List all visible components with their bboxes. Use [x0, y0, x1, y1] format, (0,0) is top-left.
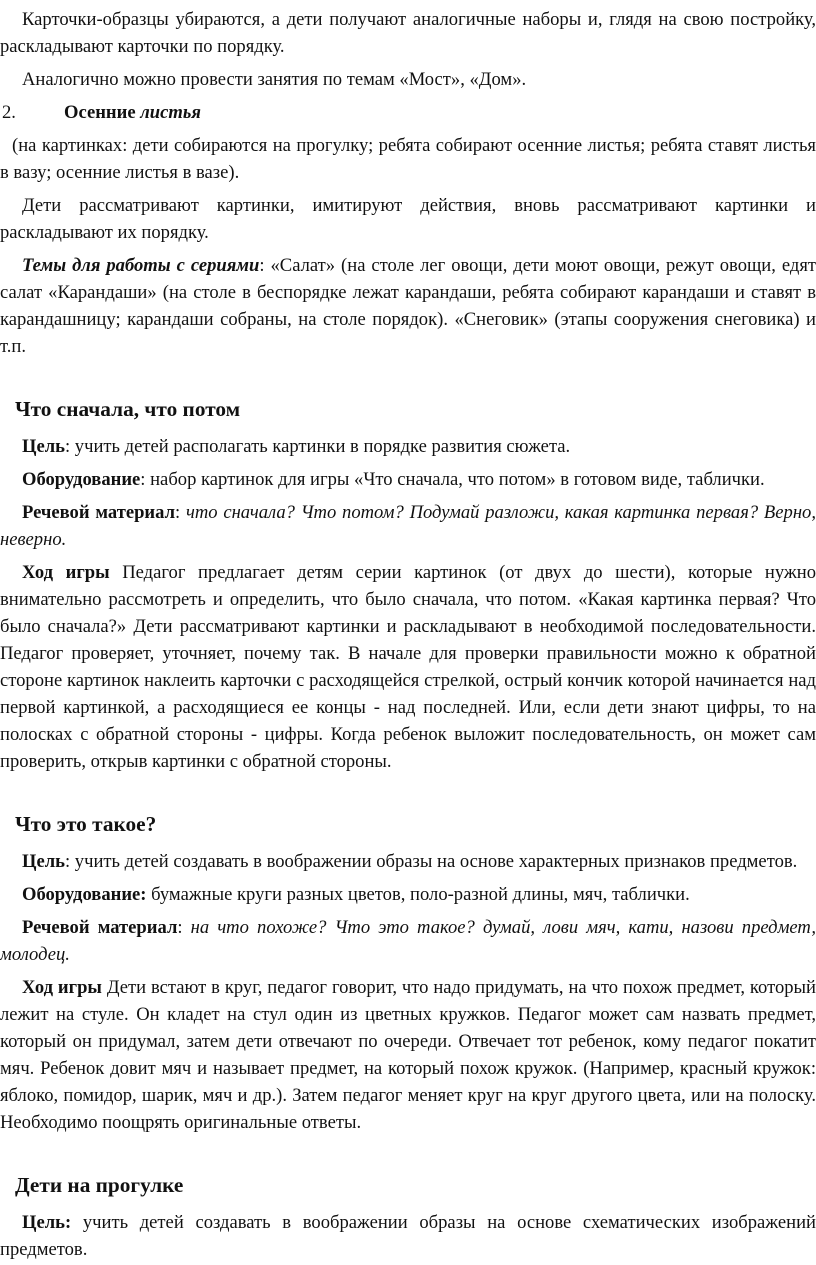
speech-text: что сначала? Что потом? Подумай разложи, какая картинка первая? Верно, неверно. — [0, 502, 816, 550]
speech-separator: : — [175, 502, 186, 523]
course-text: Педагог предлагает детям серии картинок (от двух до шести), которые нужно внимательно рассмотреть и определить, что было сначала, что потом. «Какая картинка первая? Что было сначала?» Дети рассматривают картинки и раскладывают в необходимой последовательности. Педагог проверяет, уточняет, почему так. В начале для проверки правильности можно к обратной стороне картинок наклеить карточки с расходящейся стрелкой, острый кончик которой начинается над первой картинкой, а расходящиеся ее концы - над последней. Или, если дети знают цифры, то на полосках с обратной стороны - цифры. Когда ребенок выложит последовательность, он может сам проверить, открыв картинки с обратной стороны. — [0, 562, 816, 772]
paragraph-similar-topics: Аналогично можно провести занятия по темам «Мост», «Дом». — [22, 69, 527, 90]
paragraph-cards-removed: Карточки-образцы убираются, а дети получают аналогичные наборы и, глядя на свою постройку, раскладывают карточки по порядку. — [0, 9, 816, 57]
game2-equipment — [0, 881, 816, 908]
goal-text: учить детей создавать в воображении образы на основе схематических изображений предметов. — [0, 1212, 816, 1260]
paragraph-children-look: Дети рассматривают картинки, имитируют действия, вновь рассматривают картинки и раскладывают их порядку. — [0, 195, 816, 243]
speech-separator: : — [177, 917, 191, 938]
goal-label: Цель: — [22, 1212, 72, 1233]
equipment-text: бумажные круги разных цветов, поло-разной длины, мяч, таблички. — [146, 884, 690, 905]
game3-goal — [0, 1209, 816, 1263]
speech-text: на что похоже? Что это такое? думай, лови мяч, кати, назови предмет, молодец. — [0, 917, 816, 965]
list-item-title-bold: Осенние — [64, 102, 141, 123]
course-text: Дети встают в круг, педагог говорит, что надо придумать, на что похож предмет, который лежит на стуле. Он кладет на стул один из цветных кружков. Педагог может сам назвать предмет, который он придумал, затем дети отвечают по очереди. Отвечает тот ребенок, кому педагог покатит мяч. Ребенок довит мяч и называет предмет, на который похож кружок. (Например, красный кружок: яблоко, помидор, шарик, мяч и др.). Затем педагог меняет круг на круг другого цвета, или на полоску. Необходимо поощрять оригинальные ответы. — [0, 977, 816, 1133]
game1-equipment — [0, 466, 816, 493]
list-number: 2. — [2, 102, 16, 123]
goal-text: : учить детей располагать картинки в порядке развития сюжета. — [64, 436, 571, 457]
series-topics-text: : «Салат» (на столе лег овощи, дети моют овощи, режут овощи, едят салат «Карандаши» (на столе в беспорядке лежат карандаши, ребята собирают карандаши и ставят в карандашницу; карандаши собраны, на столе порядок). «Снеговик» (этапы сооружения снеговика) и т.п. — [0, 255, 816, 357]
equipment-label: Оборудование — [22, 469, 141, 490]
goal-label: Цель — [22, 851, 65, 872]
game1-speech-material — [0, 499, 816, 553]
game-title-what-is-it: Что это такое? — [15, 812, 157, 836]
game2-course — [0, 974, 816, 1136]
course-label: Ход игры — [22, 562, 110, 583]
game-title-children-walk: Дети на прогулке — [15, 1173, 184, 1197]
goal-text: : учить детей создавать в воображении образы на основе характерных признаков предметов. — [64, 851, 798, 872]
game2-speech-material — [0, 914, 816, 968]
game1-goal — [0, 433, 816, 460]
list-item-title-italic: листья — [140, 102, 201, 123]
game1-course — [0, 559, 816, 775]
series-topics-label: Темы для работы с сериями — [22, 255, 260, 276]
equipment-text: : набор картинок для игры «Что сначала, что потом» в готовом виде, таблички. — [140, 469, 765, 490]
equipment-label: Оборудование: — [22, 884, 147, 905]
list-item-autumn-leaves — [0, 99, 816, 126]
game-title-what-first: Что сначала, что потом — [15, 397, 241, 421]
paragraph-pictures-description: (на картинках: дети собираются на прогулку; ребята собирают осенние листья; ребята ставят листья в вазу; осенние листья в вазе). — [0, 135, 816, 183]
speech-label: Речевой материал — [22, 502, 176, 523]
goal-label: Цель — [22, 436, 65, 457]
speech-label: Речевой материал — [22, 917, 178, 938]
course-label: Ход игры — [22, 977, 102, 998]
paragraph-series-topics — [0, 252, 816, 360]
game2-goal — [0, 848, 816, 875]
